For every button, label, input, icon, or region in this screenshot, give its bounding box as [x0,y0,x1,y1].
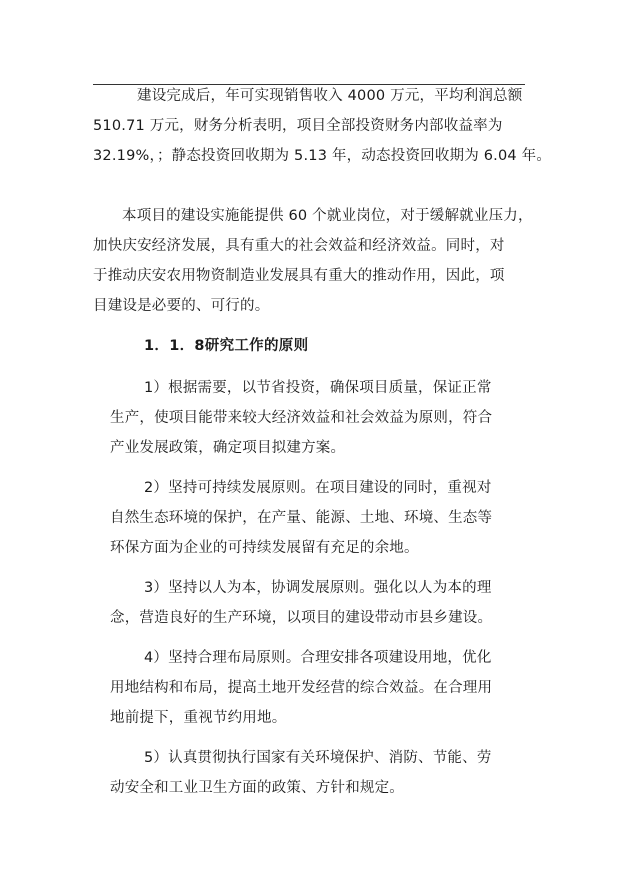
paragraph-1-line-3: 32.19%，；静态投资回收期为 5.13 年，动态投资回收期为 6.04 年。 [93,148,552,164]
paragraph-1-line-2: 510.71 万元，财务分析表明，项目全部投资财务内部收益率为 [93,118,503,134]
paragraph-2-line-1: 本项目的建设实施能提供 60 个就业岗位，对于缓解就业压力， [122,208,533,224]
principle-2-line-2: 自然生态环境的保护，在产量、能源、土地、环境、生态等 [110,510,493,526]
principle-4-line-3: 地前提下，重视节约用地。 [110,710,287,726]
paragraph-2-line-3: 于推动庆安农用物资制造业发展具有重大的推动作用，因此，项 [93,268,505,284]
principle-1-line-2: 生产，使项目能带来较大经济效益和社会效益为原则，符合 [110,410,493,426]
principle-4-line-1: 4）坚持合理布局原则。合理安排各项建设用地，优化 [144,650,492,666]
principle-4-line-2: 用地结构和布局，提高土地开发经营的综合效益。在合理用 [110,680,493,696]
paragraph-2-line-4: 目建设是必要的、可行的。 [93,298,270,314]
principle-2-line-1: 2）坚持可持续发展原则。在项目建设的同时，重视对 [144,480,492,496]
principle-3-line-1: 3）坚持以人为本，协调发展原则。强化以人为本的理 [144,580,492,596]
principle-5-line-2: 动安全和工业卫生方面的政策、方针和规定。 [110,780,404,796]
paragraph-1-line-1: 建设完成后，年可实现销售收入 4000 万元，平均利润总额 [137,88,523,104]
principle-1-line-1: 1）根据需要，以节省投资，确保项目质量，保证正常 [144,380,492,396]
principle-1-line-3: 产业发展政策，确定项目拟建方案。 [110,440,346,456]
principle-3-line-2: 念，营造良好的生产环境，以项目的建设带动市县乡建设。 [110,610,493,626]
principle-2-line-3: 环保方面为企业的可持续发展留有充足的余地。 [110,540,419,556]
paragraph-2-line-2: 加快庆安经济发展，具有重大的社会效益和经济效益。同时，对 [93,238,505,254]
principle-5-line-1: 5）认真贯彻执行国家有关环境保护、消防、节能、劳 [144,750,492,766]
header-rule [93,84,525,85]
section-heading: 1．1．8研究工作的原则 [144,338,309,354]
